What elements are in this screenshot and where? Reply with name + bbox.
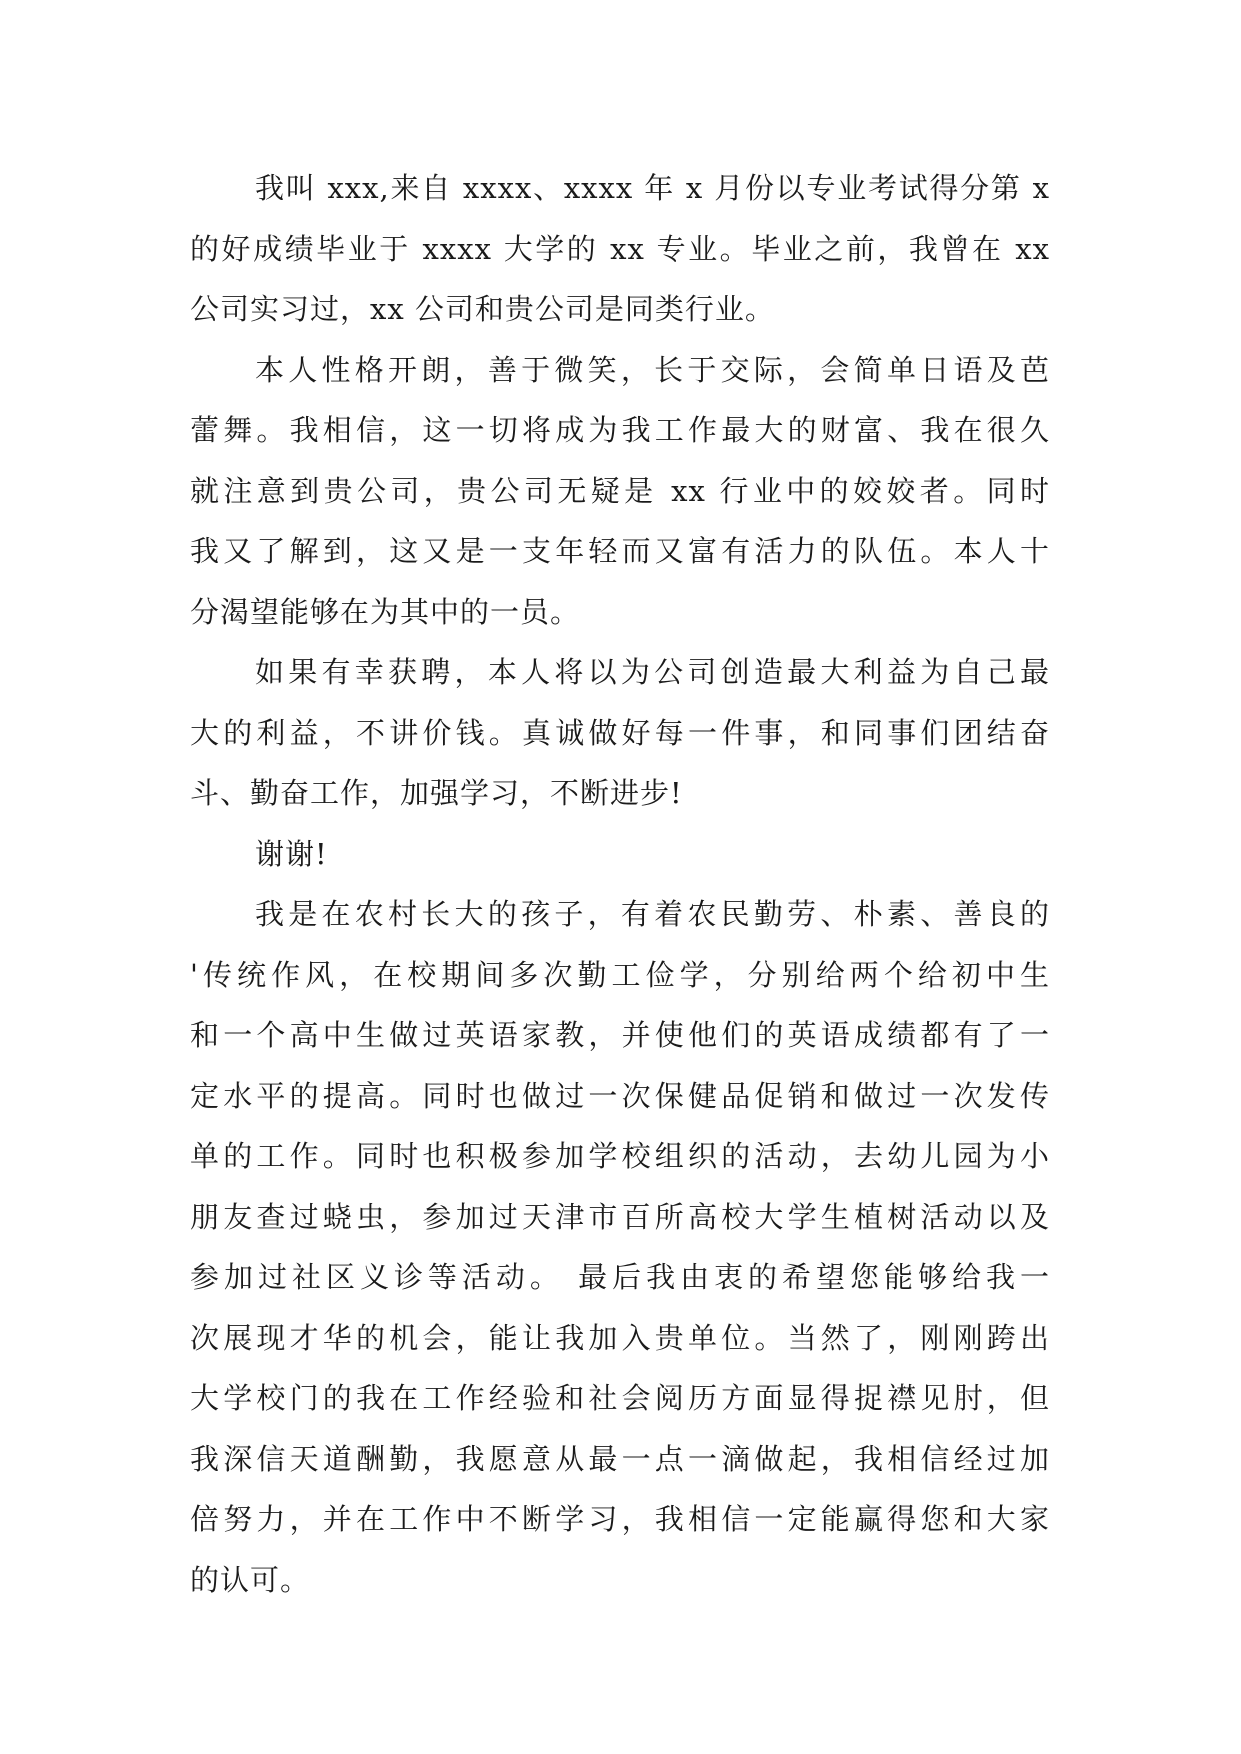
text-line: 我是在农村长大的孩子，有着农民勤劳、朴素、善良的 bbox=[255, 897, 1050, 931]
text-line: 的好成绩毕业于 xxxx 大学的 xx 专业。毕业之前，我曾在 xx bbox=[190, 231, 1050, 266]
text-line: 蕾舞。我相信，这一切将成为我工作最大的财富、我在很久 bbox=[190, 413, 1050, 447]
text-line: 单的工作。同时也积极参加学校组织的活动，去幼儿园为小 bbox=[190, 1139, 1050, 1173]
text-line: 分渴望能够在为其中的一员。 bbox=[190, 594, 581, 629]
text-line: 大学校门的我在工作经验和社会阅历方面显得捉襟见肘，但 bbox=[190, 1381, 1050, 1415]
text-line: 我叫 xxx,来自 xxxx、xxxx 年 x 月份以专业考试得分第 x bbox=[255, 171, 1050, 205]
paragraph-thanks bbox=[190, 824, 1050, 885]
text-line: 大的利益，不讲价钱。真诚做好每一件事，和同事们团结奋 bbox=[190, 715, 1050, 750]
text-line: 次展现才华的机会，能让我加入贵单位。当然了，刚刚跨出 bbox=[190, 1320, 1050, 1355]
text-line: '传统作风，在校期间多次勤工俭学，分别给两个给初中生 bbox=[190, 957, 1050, 992]
text-line: 倍努力，并在工作中不断学习，我相信一定能赢得您和大家 bbox=[190, 1502, 1050, 1536]
document-body bbox=[190, 158, 1050, 1610]
paragraph-background bbox=[190, 884, 1050, 1610]
text-line: 公司实习过，xx 公司和贵公司是同类行业。 bbox=[190, 292, 775, 326]
text-line: 的认可。 bbox=[190, 1562, 311, 1597]
text-line: 谢谢! bbox=[255, 836, 328, 871]
text-line: 朋友查过蛲虫，参加过天津市百所高校大学生植树活动以及 bbox=[190, 1199, 1050, 1234]
text-line: 斗、勤奋工作，加强学习，不断进步! bbox=[190, 776, 683, 810]
text-line: 参加过社区义诊等活动。 最后我由衷的希望您能够给我一 bbox=[190, 1260, 1050, 1294]
text-line: 和一个高中生做过英语家教，并使他们的英语成绩都有了一 bbox=[190, 1018, 1050, 1052]
paragraph-personality bbox=[190, 340, 1050, 643]
text-line: 定水平的提高。同时也做过一次保健品促销和做过一次发传 bbox=[190, 1078, 1050, 1113]
text-line: 如果有幸获聘，本人将以为公司创造最大利益为自己最 bbox=[255, 655, 1050, 689]
text-line: 本人性格开朗，善于微笑，长于交际，会简单日语及芭 bbox=[255, 352, 1050, 387]
text-line: 我又了解到，这又是一支年轻而又富有活力的队伍。本人十 bbox=[190, 534, 1050, 568]
paragraph-commitment bbox=[190, 642, 1050, 824]
text-line: 我深信天道酬勤，我愿意从最一点一滴做起，我相信经过加 bbox=[190, 1441, 1050, 1476]
paragraph-introduction bbox=[190, 158, 1050, 340]
text-line: 就注意到贵公司，贵公司无疑是 xx 行业中的姣姣者。同时 bbox=[190, 473, 1050, 508]
